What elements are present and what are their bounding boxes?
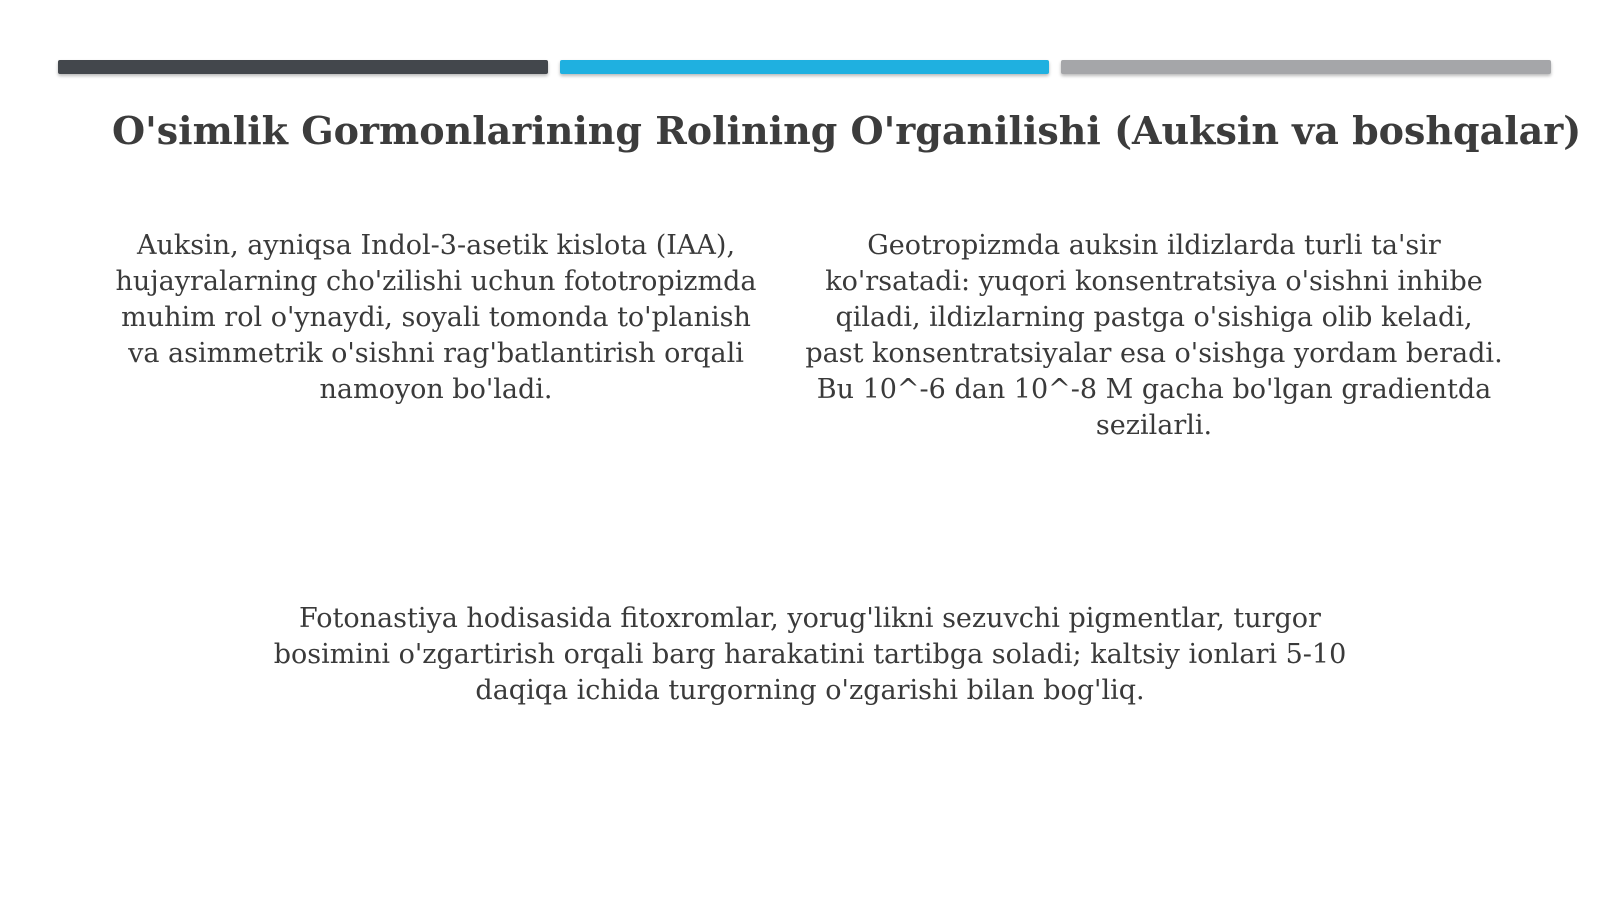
slide-title: O'simlik Gormonlarining Rolining O'rganilishi (Auksin va boshqalar) (112, 108, 1582, 153)
accent-bar-blue (560, 60, 1049, 74)
right-text-block: Geotropizmda auksin ildizlarda turli ta'sir ko'rsatadi: yuqori konsentratsiya o'sishni inhibe qiladi, ildizlarning pastga o'sishiga olib keladi, past konsentratsiyalar esa o'sishga yordam beradi. Bu 10^-6 dan 10^-8 M gacha bo'lgan gradientda sezilarli. (805, 230, 1503, 441)
accent-bar-gray (1061, 60, 1551, 74)
left-text-block: Auksin, ayniqsa Indol-3-asetik kislota (IAA), hujayralarning cho'zilishi uchun fototropizmda muhim rol o'ynaydi, soyali tomonda to'planish va asimmetrik o'sishni rag'batlantirish orqali namoyon bo'ladi. (115, 230, 757, 405)
bottom-text-block: Fotonastiya hodisasida fitoxromlar, yorug'likni sezuvchi pigmentlar, turgor bosimini o'zgartirish orqali barg harakatini tartibga soladi; kaltsiy ionlari 5-10 daqiqa ichida turgorning o'zgarishi bilan bog'liq. (273, 603, 1347, 706)
accent-bar-dark (58, 60, 548, 74)
